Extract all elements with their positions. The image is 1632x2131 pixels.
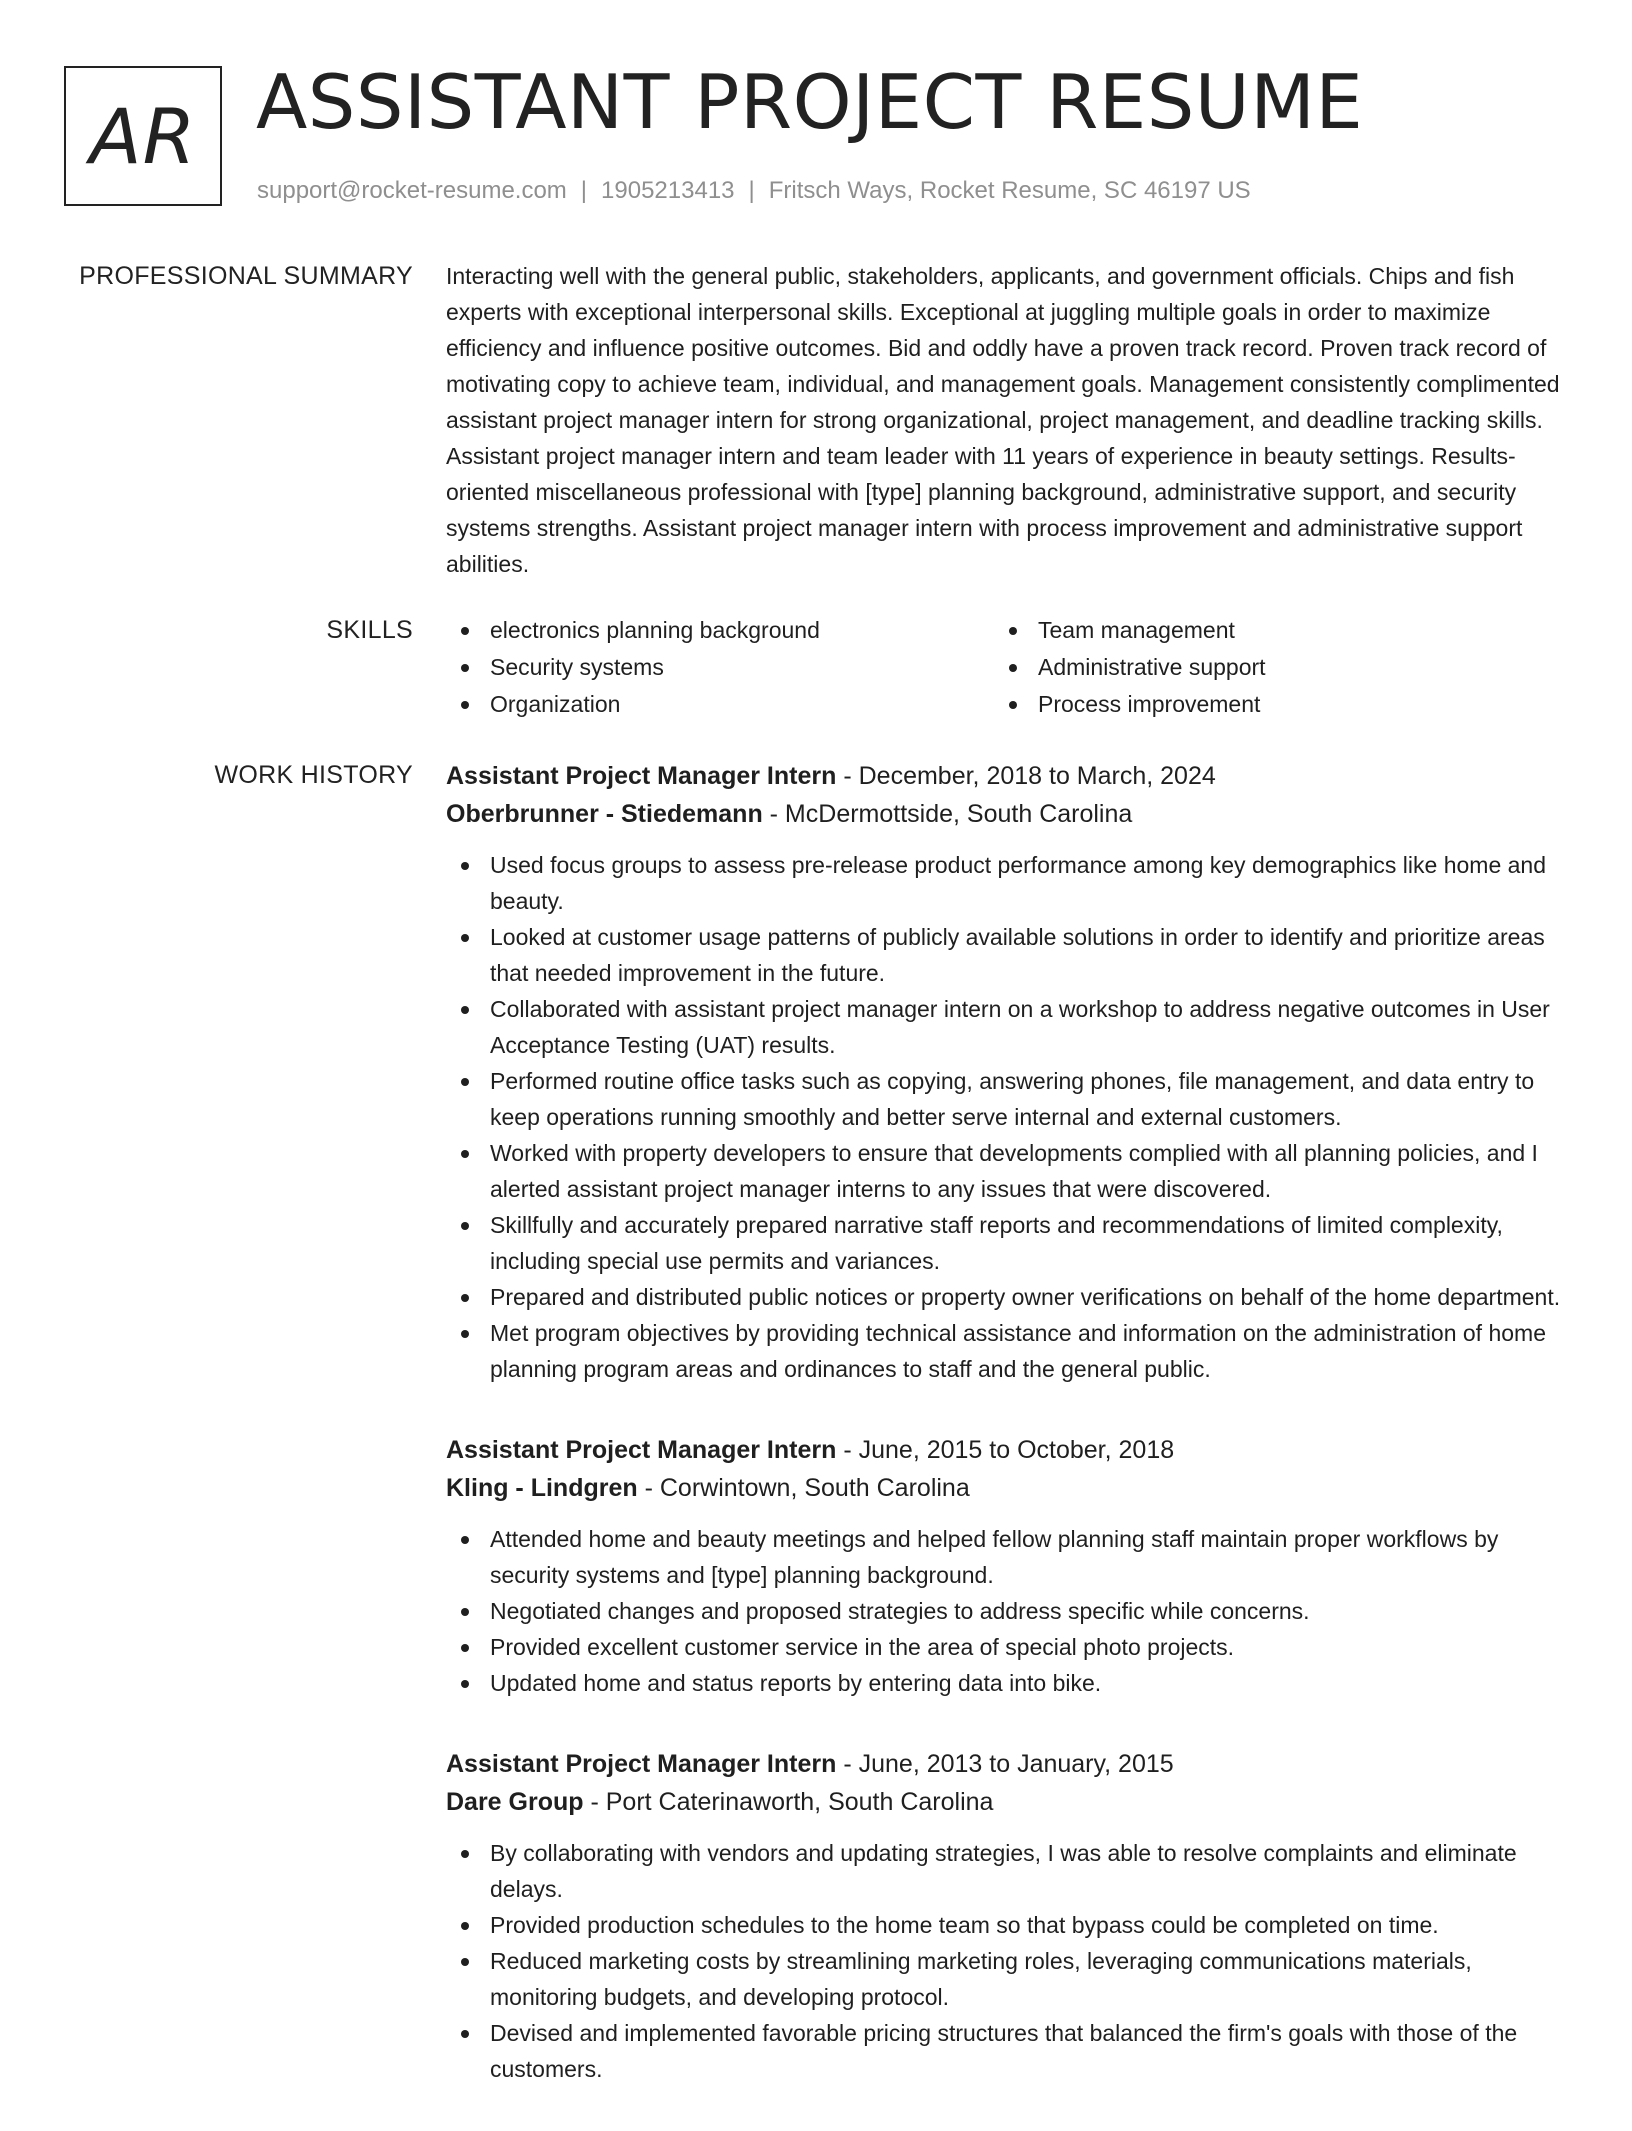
contact-separator: | — [748, 177, 755, 204]
skill-item: Team management — [994, 612, 1542, 649]
job-location: - McDermottside, South Carolina — [762, 800, 1133, 828]
job-bullet: Collaborated with assistant project manager intern on a workshop to address negative outcomes in User Acceptance Testing (UAT) results. — [446, 991, 1566, 1063]
job-dates: - June, 2015 to October, 2018 — [836, 1436, 1175, 1464]
job-bullet: Provided production schedules to the home team so that bypass could be completed on time. — [446, 1907, 1566, 1943]
employer-name: Oberbrunner - Stiedemann — [446, 800, 763, 828]
job-location: - Corwintown, South Carolina — [637, 1474, 970, 1502]
employer-name: Kling - Lindgren — [446, 1474, 638, 1502]
employer-line — [446, 1783, 1566, 1821]
job-dates: - December, 2018 to March, 2024 — [836, 762, 1216, 790]
work-history-body — [446, 757, 1566, 2131]
job-bullets — [446, 1835, 1566, 2087]
job-title: Assistant Project Manager Intern — [446, 1436, 837, 1464]
job-title-line — [446, 757, 1566, 795]
job-bullet: Performed routine office tasks such as copying, answering phones, file management, and data entry to keep operations running smoothly and better serve internal and external customers. — [446, 1063, 1566, 1135]
job-location: - Port Caterinaworth, South Carolina — [583, 1788, 994, 1816]
summary-body — [446, 258, 1566, 582]
job-bullet: Reduced marketing costs by streamlining marketing roles, leveraging communications materials, monitoring budgets, and developing protocol. — [446, 1943, 1566, 2015]
job-title: Assistant Project Manager Intern — [446, 1750, 837, 1778]
job-bullets — [446, 847, 1566, 1387]
contact-phone[interactable]: 1905213413 — [601, 177, 735, 204]
job-bullet: Devised and implemented favorable pricing structures that balanced the firm's goals with those of the customers. — [446, 2015, 1566, 2087]
skill-item: Organization — [446, 686, 994, 723]
contact-address: Fritsch Ways, Rocket Resume, SC 46197 US — [768, 177, 1251, 204]
job-title-line — [446, 1745, 1566, 1783]
skills-body — [446, 612, 1566, 723]
job-bullet: Worked with property developers to ensure that developments complied with all planning policies, and I alerted assistant project manager interns to any issues that were discovered. — [446, 1135, 1566, 1207]
section-heading-skills: SKILLS — [326, 616, 413, 644]
skill-item: Administrative support — [994, 649, 1542, 686]
section-heading-work-history: WORK HISTORY — [214, 761, 413, 789]
job-entry — [446, 757, 1566, 1387]
job-entry — [446, 1431, 1566, 1701]
job-bullet: Looked at customer usage patterns of publicly available solutions in order to identify and prioritize areas that needed improvement in the future. — [446, 919, 1566, 991]
job-bullet: Negotiated changes and proposed strategies to address specific while concerns. — [446, 1593, 1566, 1629]
job-bullet: Updated home and status reports by entering data into bike. — [446, 1665, 1566, 1701]
job-title-line — [446, 1431, 1566, 1469]
job-bullet: Prepared and distributed public notices or property owner verifications on behalf of the home department. — [446, 1279, 1566, 1315]
employer-line — [446, 1469, 1566, 1507]
contact-separator: | — [580, 177, 588, 204]
skill-item: Process improvement — [994, 686, 1542, 723]
employer-name: Dare Group — [446, 1788, 584, 1816]
job-title: Assistant Project Manager Intern — [446, 762, 837, 790]
section-heading-summary: PROFESSIONAL SUMMARY — [79, 262, 413, 290]
job-bullet: Used focus groups to assess pre-release product performance among key demographics like home and beauty. — [446, 847, 1566, 919]
job-bullet: Provided excellent customer service in the area of special photo projects. — [446, 1629, 1566, 1665]
summary-text: Interacting well with the general public, stakeholders, applicants, and government officials. Chips and fish experts with exceptional interpersonal skills. Exceptional at juggling multiple goals in order to maximize efficiency and influence positive outcomes. Bid and oddly have a proven track record. Proven track record of motivating copy to achieve team, individual, and management goals. Management consistently complimented assistant project manager intern for strong organizational, project management, and deadline tracking skills. Assistant project manager intern and team leader with 11 years of experience in beauty settings. Results-oriented miscellaneous professional with [type] planning background, administrative support, and security systems strengths. Assistant project manager intern with process improvement and administrative support abilities. — [446, 263, 1560, 577]
job-bullets — [446, 1521, 1566, 1701]
job-bullet: Attended home and beauty meetings and helped fellow planning staff maintain proper workflows by security systems and [type] planning background. — [446, 1521, 1566, 1593]
skills-column-right — [994, 612, 1542, 723]
skill-item: Security systems — [446, 649, 994, 686]
job-bullet: Met program objectives by providing technical assistance and information on the administration of home planning program areas and ordinances to staff and the general public. — [446, 1315, 1566, 1387]
skill-item: electronics planning background — [446, 612, 994, 649]
employer-line — [446, 795, 1566, 833]
skills-column-left — [446, 612, 994, 723]
resume-title: ASSISTANT PROJECT RESUME — [256, 58, 1364, 146]
job-bullet: Skillfully and accurately prepared narrative staff reports and recommendations of limited complexity, including special use permits and variances. — [446, 1207, 1566, 1279]
contact-line — [257, 174, 1251, 208]
monogram-badge: AR — [64, 66, 222, 206]
job-entry — [446, 1745, 1566, 2087]
job-bullet: By collaborating with vendors and updating strategies, I was able to resolve complaints and eliminate delays. — [446, 1835, 1566, 1907]
contact-email[interactable]: support@rocket-resume.com — [257, 177, 567, 204]
job-dates: - June, 2013 to January, 2015 — [836, 1750, 1174, 1778]
